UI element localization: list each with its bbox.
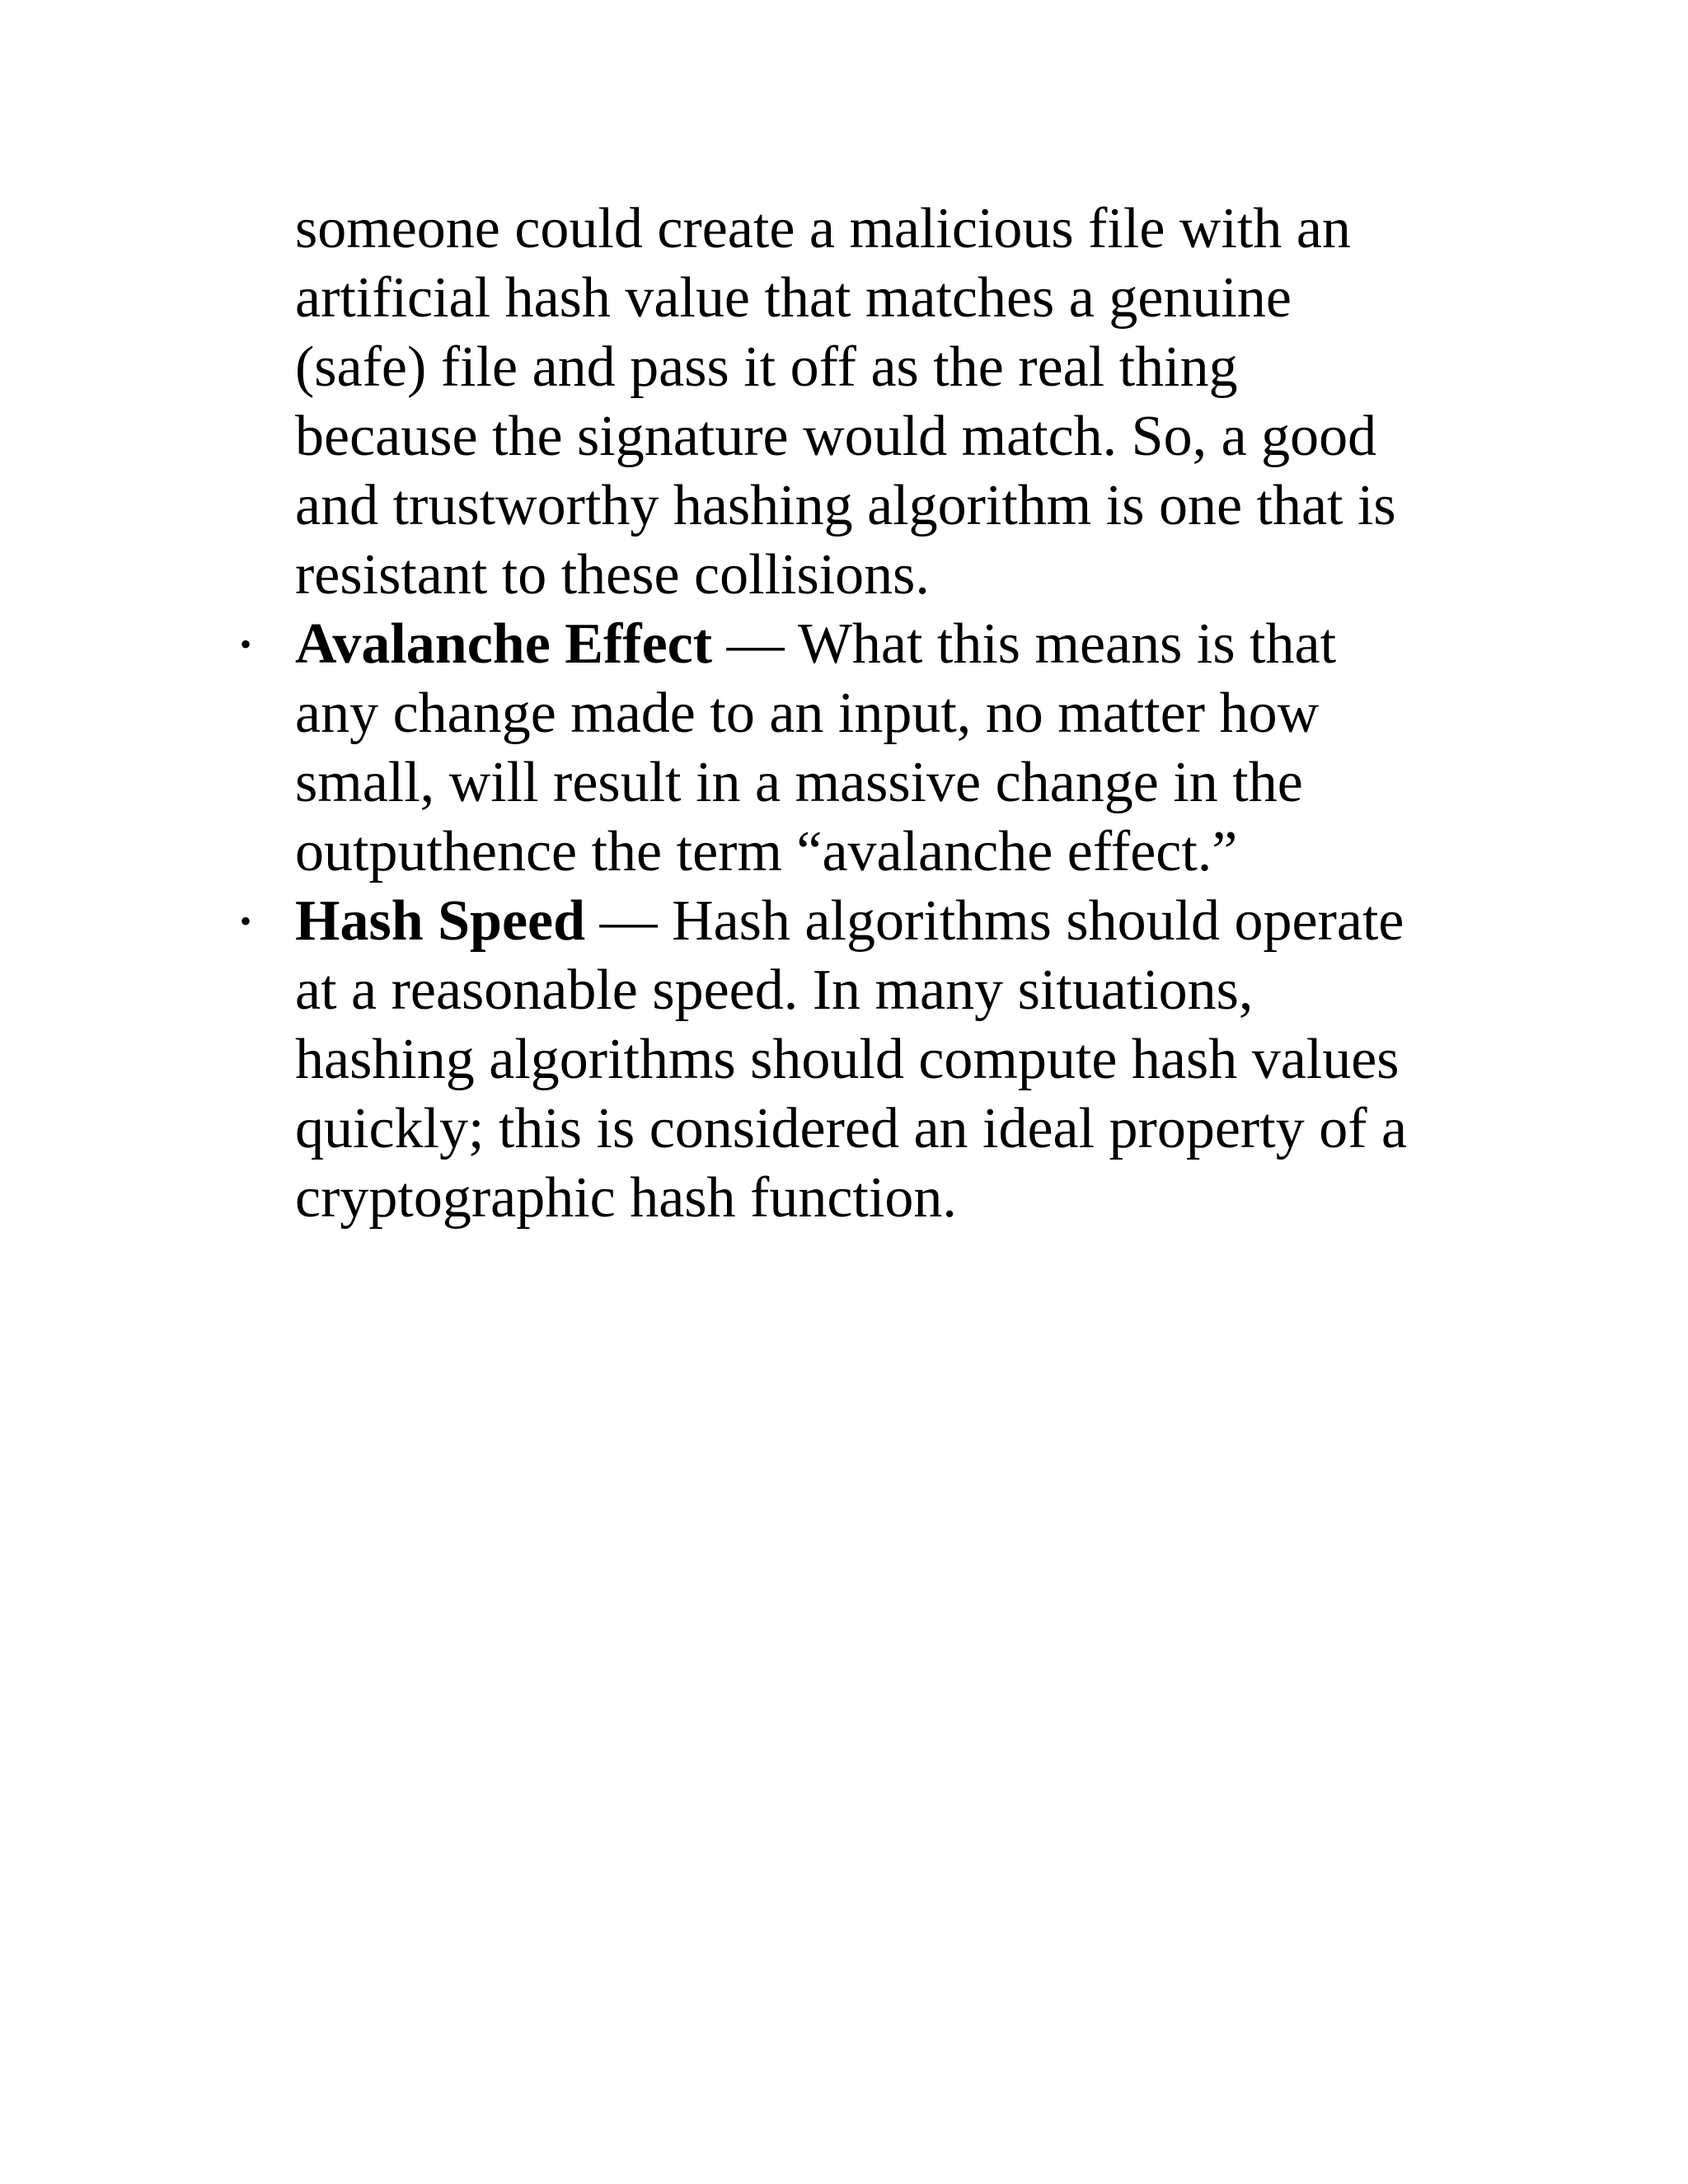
- list-item-first-line: [295, 610, 1482, 679]
- text-line: resistant to these collisions.: [295, 543, 930, 607]
- text-line: small, will result in a massive change in the: [295, 751, 1303, 814]
- bullet-icon: •: [239, 626, 251, 663]
- list-item-text: — Hash algorithms should operate: [585, 889, 1404, 953]
- text-line: quickly; this is considered an ideal property of a: [295, 1097, 1408, 1160]
- list-item-term: Hash Speed: [295, 889, 586, 953]
- list-item-hash-speed: [239, 887, 1482, 1233]
- text-line: someone could create a malicious file with an: [295, 197, 1351, 260]
- text-line: cryptographic hash function.: [295, 1166, 957, 1230]
- list-item-first-line: [295, 887, 1482, 956]
- text-line: any change made to an input, no matter how: [295, 682, 1320, 745]
- document-body: [239, 194, 1482, 1233]
- text-line: outputhence the term “avalanche effect.”: [295, 820, 1238, 883]
- bullet-icon: •: [239, 902, 251, 940]
- text-line: hashing algorithms should compute hash values: [295, 1028, 1400, 1091]
- text-line: because the signature would match. So, a good: [295, 405, 1377, 468]
- text-line: and trustworthy hashing algorithm is one that is: [295, 474, 1396, 537]
- list-item-avalanche-effect: [239, 610, 1482, 887]
- text-line: artificial hash value that matches a genuine: [295, 266, 1292, 330]
- text-line: (safe) file and pass it off as the real thing: [295, 335, 1238, 399]
- text-line: at a reasonable speed. In many situations,: [295, 958, 1254, 1022]
- continuation-paragraph: [295, 194, 1482, 610]
- list-item-term: Avalanche Effect: [295, 612, 713, 676]
- list-item-text: — What this means is that: [712, 612, 1337, 676]
